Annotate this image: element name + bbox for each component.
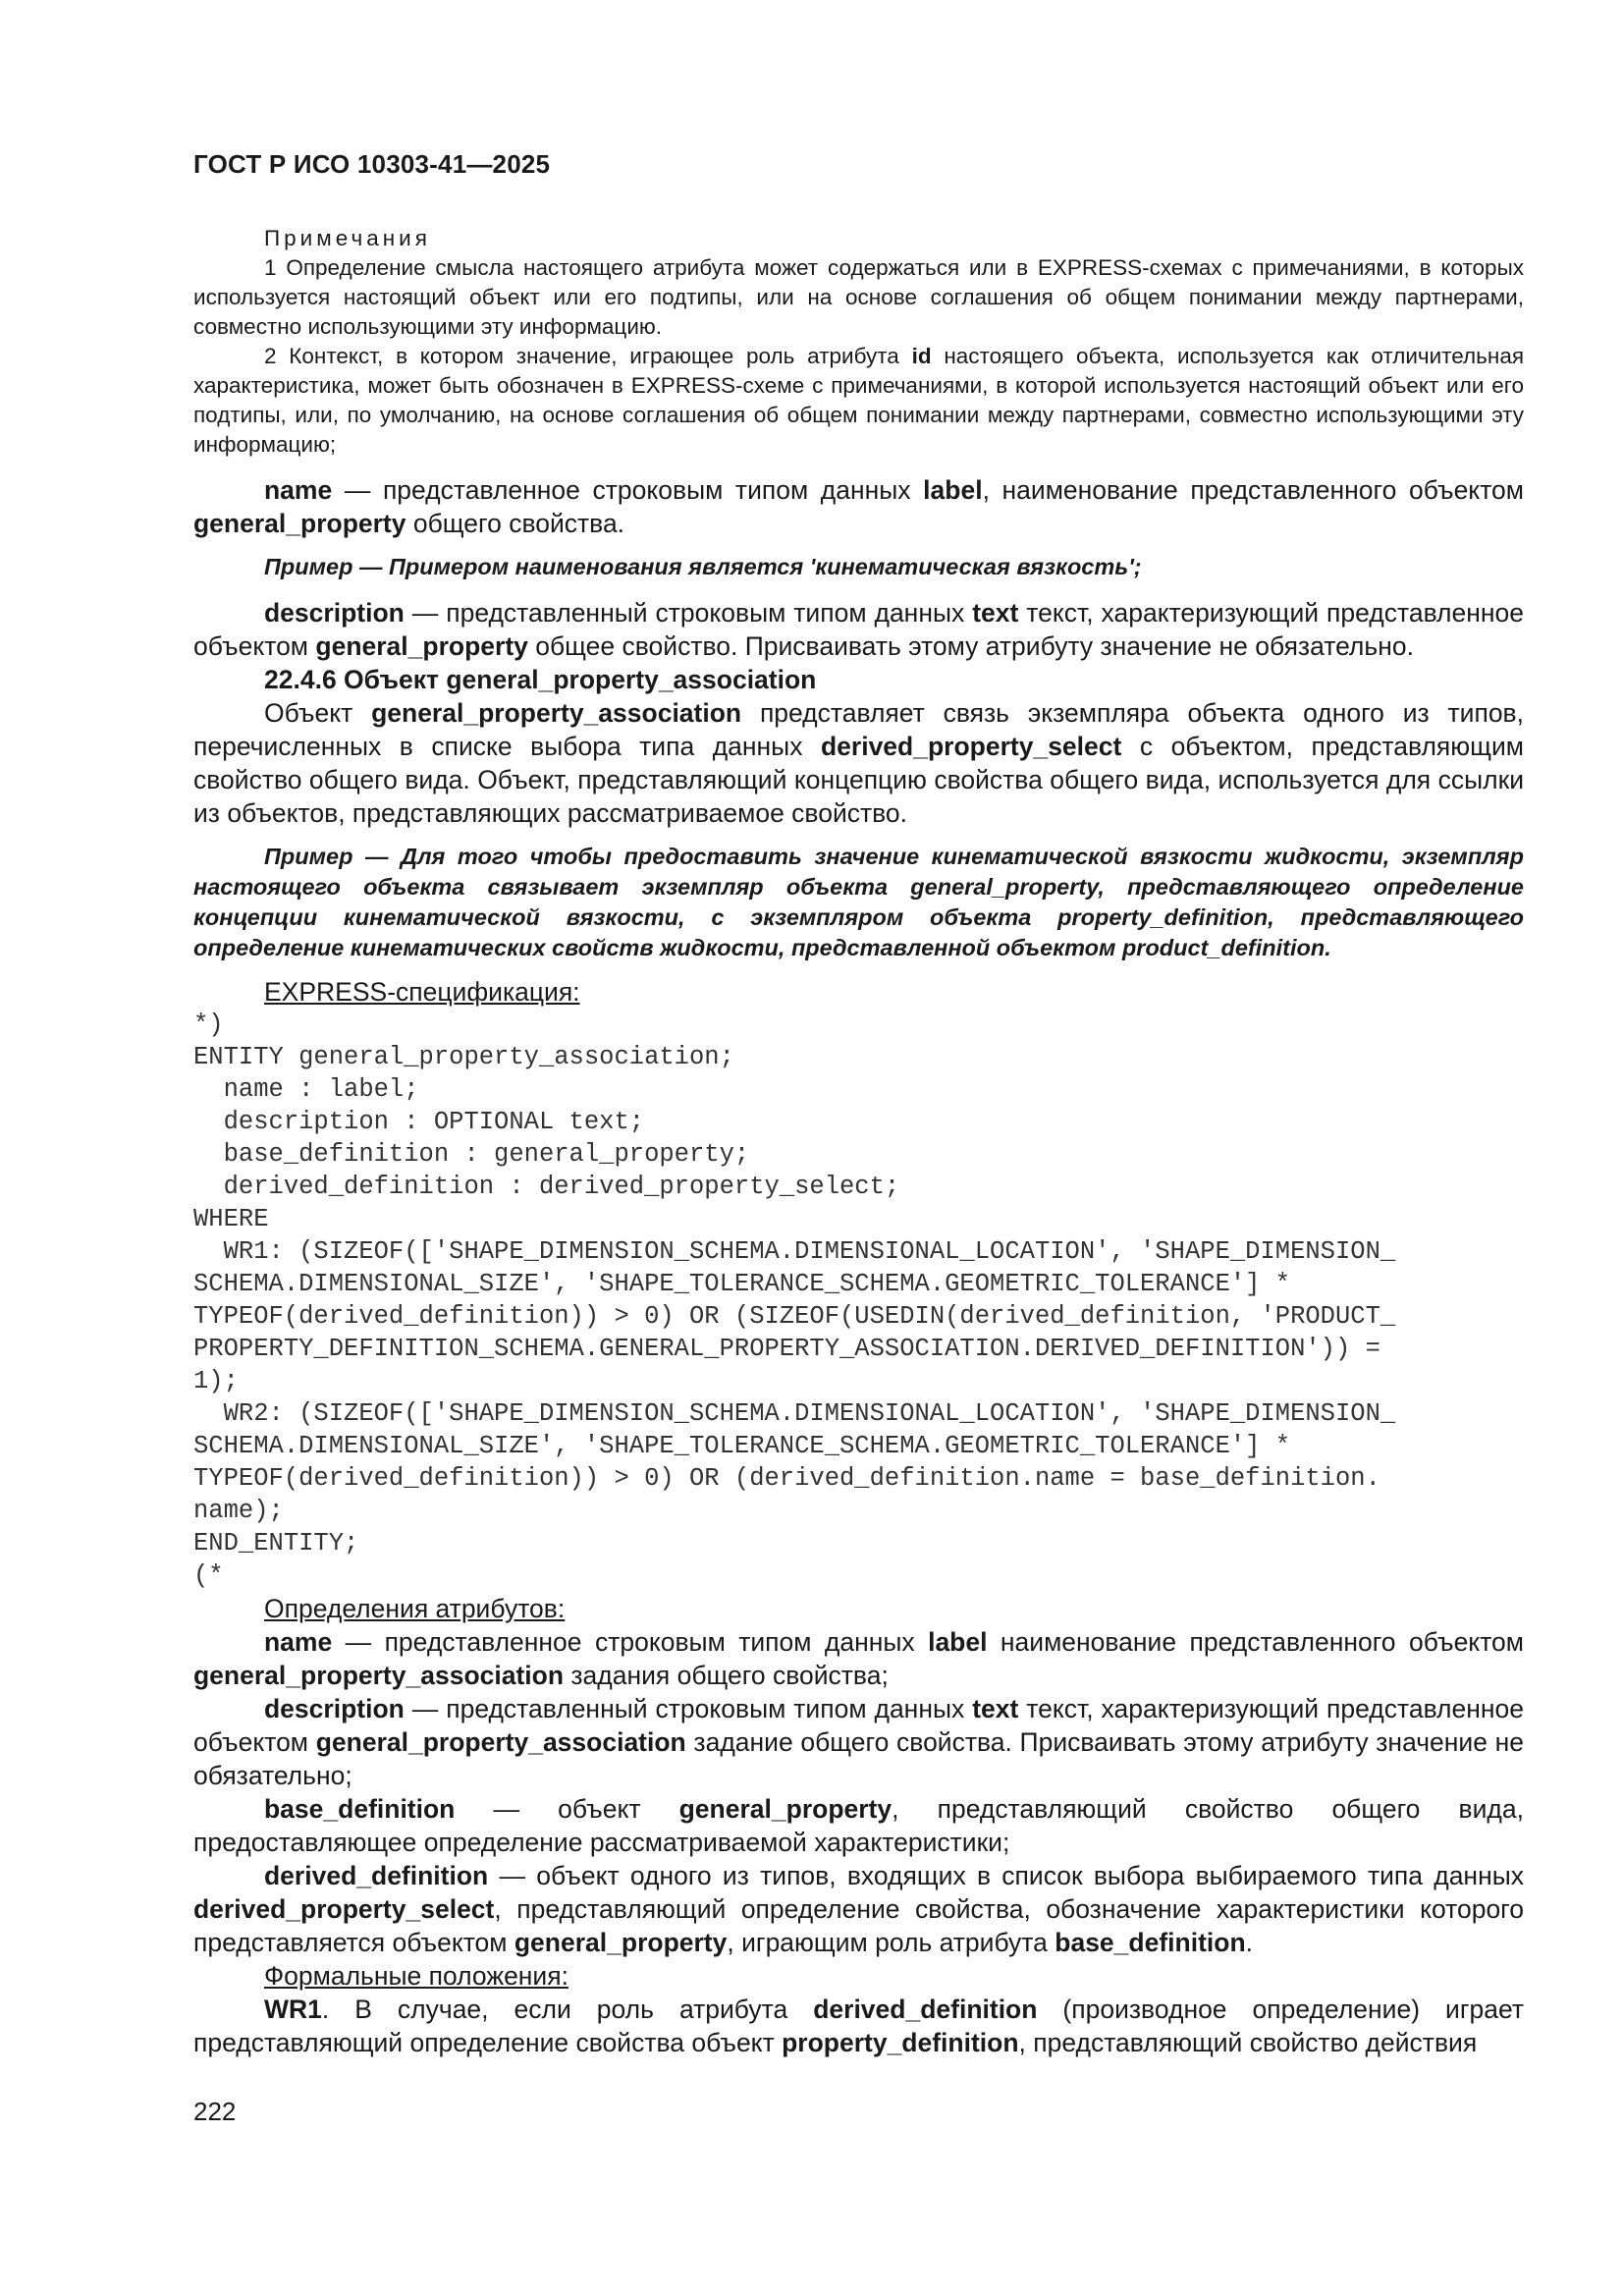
code-line: description : OPTIONAL text;	[193, 1108, 645, 1136]
formal-propositions-heading: Формальные положения:	[264, 1961, 568, 1991]
document-header: ГОСТ Р ИСО 10303-41—2025	[193, 149, 551, 179]
code-line: name : label;	[193, 1075, 419, 1104]
code-line: ENTITY general_property_association;	[193, 1043, 734, 1071]
attr-name-paragraph: name — представленное строковым типом данных label, наименование представленного объектом general_property общего свойства.	[193, 475, 1524, 538]
note-1: 1 Определение смысла настоящего атрибута может содержаться или в EXPRESS-схемах с примечаниями, в которых используется настоящий объект или его подтипы, или на основе соглашения об общем понимании между партнерами, совместно использующими эту информацию.	[193, 255, 1524, 339]
express-spec-label: EXPRESS-спецификация:	[264, 977, 580, 1007]
code-line: base_definition : general_property;	[193, 1140, 750, 1169]
attr-def-name: name — представленное строковым типом данных label наименование представленного объектом general_property_association задания общего свойства;	[193, 1627, 1524, 1690]
page-content	[193, 224, 1524, 2059]
attr-description-paragraph: description — представленный строковым типом данных text текст, характеризующий представленное объектом general_property общее свойство. Присваивать этому атрибуту значение не обязательно.	[193, 598, 1524, 661]
code-line: SCHEMA.DIMENSIONAL_SIZE', 'SHAPE_TOLERANCE_SCHEMA.GEOMETRIC_TOLERANCE'] *	[193, 1432, 1291, 1460]
notes-block	[193, 224, 1524, 460]
code-line: PROPERTY_DEFINITION_SCHEMA.GENERAL_PROPERTY_ASSOCIATION.DERIVED_DEFINITION')) =	[193, 1335, 1380, 1363]
code-line: WHERE	[193, 1205, 269, 1233]
code-line: derived_definition : derived_property_select;	[193, 1173, 900, 1201]
example-2: Пример — Для того чтобы предоставить значение кинематической вязкости жидкости, экземпляр настоящего объекта связывает экземпляр объекта general_property, представляющего определение концепции кинематической вязкости, с экземпляром объекта property_definition, представляющего определение кинематических свойств жидкости, представленной объектом product_definition.	[193, 844, 1524, 960]
object-description-paragraph: Объект general_property_association представляет связь экземпляра объекта одного из типов, перечисленных в списке выбора типа данных derived_property_select с объектом, представляющим свойство общего вида. Объект, представляющий концепцию свойства общего вида, используется для ссылки из объектов, представляющих рассматриваемое свойство.	[193, 698, 1524, 828]
code-line: 1);	[193, 1367, 239, 1395]
section-heading: 22.4.6 Объект general_property_association	[264, 665, 817, 694]
code-line: TYPEOF(derived_definition)) > 0) OR (derived_definition.name = base_definition.	[193, 1464, 1380, 1493]
attr-def-derived-definition: derived_definition — объект одного из типов, входящих в список выбора выбираемого типа данных derived_property_select, представляющий определение свойства, обозначение характеристики которого представляется объектом general_property, играющим роль атрибута base_definition.	[193, 1861, 1524, 1957]
code-line: *)	[193, 1011, 224, 1039]
code-line: WR1: (SIZEOF(['SHAPE_DIMENSION_SCHEMA.DIMENSIONAL_LOCATION', 'SHAPE_DIMENSION_	[193, 1237, 1396, 1266]
example-1: Пример — Примером наименования является 'кинематическая вязкость';	[264, 554, 1142, 579]
attr-def-base-definition: base_definition — объект general_property, представляющий свойство общего вида, предоставляющее определение рассматриваемой характеристики;	[193, 1794, 1524, 1857]
note-2: 2 Контекст, в котором значение, играющее роль атрибута id настоящего объекта, используется как отличительная характеристика, может быть обозначен в EXPRESS-схеме с примечаниями, в которой используется настоящий объект или его подтипы, или, по умолчанию, на основе соглашения об общем понимании между партнерами, совместно использующими эту информацию;	[193, 344, 1525, 457]
attr-def-description: description — представленный строковым типом данных text текст, характеризующий представленное объектом general_property_association задание общего свойства. Присваивать этому атрибуту значение не обязательно;	[193, 1694, 1524, 1790]
code-line: name);	[193, 1497, 284, 1525]
code-line: (*	[193, 1561, 224, 1590]
express-code-block	[193, 1009, 1524, 1592]
code-line: TYPEOF(derived_definition)) > 0) OR (SIZEOF(USEDIN(derived_definition, 'PRODUCT_	[193, 1302, 1396, 1331]
attribute-definitions-heading: Определения атрибутов:	[264, 1594, 566, 1623]
code-line: WR2: (SIZEOF(['SHAPE_DIMENSION_SCHEMA.DIMENSIONAL_LOCATION', 'SHAPE_DIMENSION_	[193, 1399, 1396, 1428]
notes-title: Примечания	[264, 226, 431, 250]
page-number: 222	[193, 2097, 237, 2126]
wr1-paragraph: WR1. В случае, если роль атрибута derived_definition (производное определение) играет представляющий определение свойства объект property_definition, представляющий свойство действия	[193, 1995, 1524, 2057]
code-line: SCHEMA.DIMENSIONAL_SIZE', 'SHAPE_TOLERANCE_SCHEMA.GEOMETRIC_TOLERANCE'] *	[193, 1270, 1291, 1298]
code-line: END_ENTITY;	[193, 1529, 359, 1558]
